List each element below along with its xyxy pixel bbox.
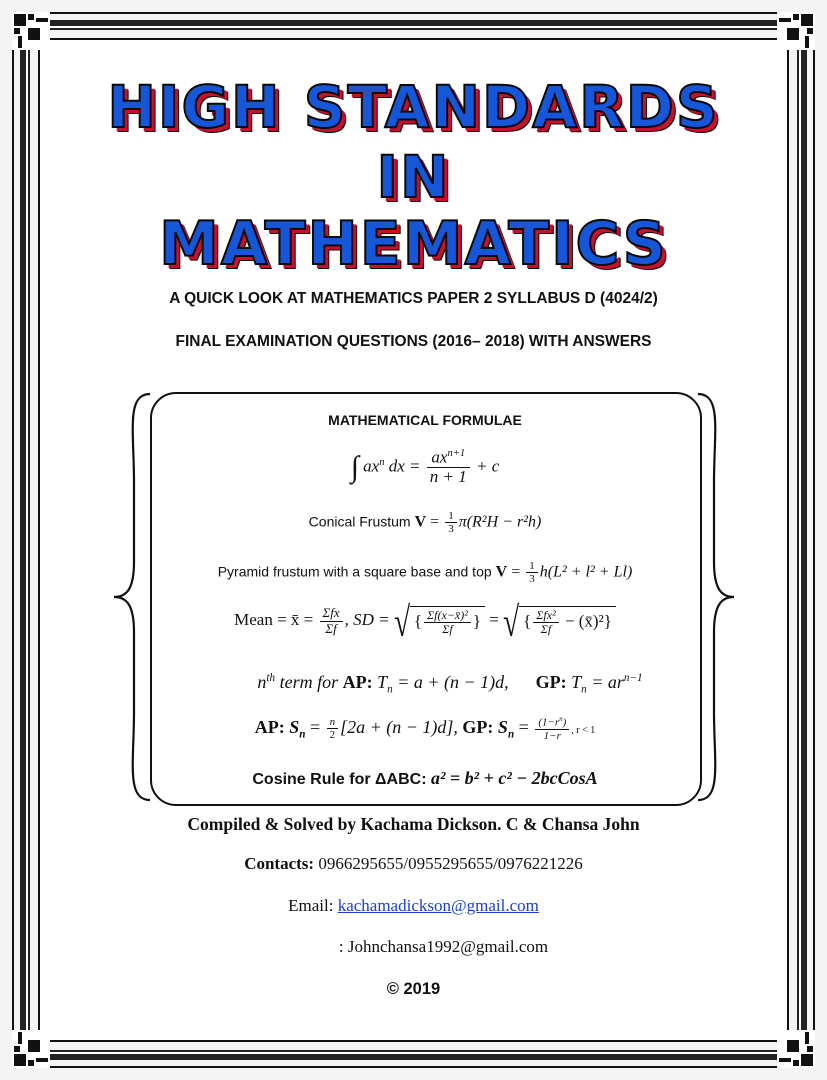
email-2: : Johnchansa1992@gmail.com (338, 937, 549, 956)
formulae-heading: MATHEMATICAL FORMULAE (328, 412, 522, 428)
nth-ap-eq: = a + (n − 1)d, (392, 672, 509, 692)
sd-sqrt-1: √ { $\frac{\text{Σf(x−x̄)²}}{\Sigma f}$ } (394, 606, 485, 636)
sum-gp-num: (1−r (538, 716, 560, 729)
sum-gp-den: 1−r (543, 729, 561, 742)
corner-ornament-icon (777, 12, 815, 50)
email-line (0, 896, 827, 916)
conical-v: V (414, 513, 427, 531)
email-label: Email: (288, 896, 338, 915)
conical-rhs: π(R²H − r²h) (458, 513, 542, 531)
corner-ornament-icon (12, 12, 50, 50)
sum-gp-fraction (535, 716, 569, 742)
mean-label: Mean = x̄ = (234, 610, 314, 630)
nth-pre-sup: th (266, 672, 276, 684)
pyramid-label: Pyramid frustum with a square base and top (217, 563, 492, 580)
cosine-rhs: a² = b² + c² − 2bcCosA (431, 768, 598, 788)
nth-term-formula (170, 672, 730, 696)
conical-den: 3 (448, 523, 454, 536)
integral-num: ax (431, 447, 448, 467)
nth-gp-sub: n (581, 683, 587, 696)
integral-formula (150, 448, 700, 487)
sum-ap-sub: n (299, 728, 306, 741)
mean-den: Σf (325, 620, 337, 636)
nth-pre: n (257, 672, 267, 692)
pyramid-den: 3 (529, 573, 535, 586)
title-line-1: HIGH STANDARDS (107, 73, 720, 141)
sum-ap-num: n (327, 716, 339, 729)
integral-fraction (427, 448, 470, 487)
sum-gp: GP: (462, 717, 494, 738)
title-line-2: IN (376, 143, 451, 211)
pyramid-eq: = (507, 563, 521, 581)
contacts-label: Contacts: (244, 854, 315, 873)
contacts (0, 854, 827, 874)
subtitle-syllabus: A QUICK LOOK AT MATHEMATICS PAPER 2 SYLLABUS D (4024/2) (169, 290, 658, 307)
nth-gp: GP: (535, 672, 567, 692)
pyramid-rhs: h(L² + l² + Ll) (539, 563, 633, 581)
nth-gp-t: T (571, 672, 582, 692)
sum-ap-den: 2 (329, 729, 336, 742)
integral-sign-icon: ∫ (350, 450, 359, 484)
integral-dx: dx = (388, 456, 421, 476)
mean-fraction (320, 606, 343, 636)
contacts-value: 0966295655/0955295655/0976221226 (314, 854, 583, 873)
mean-sd-formula (150, 600, 700, 646)
integral-tail: + c (476, 456, 500, 476)
radical-sign-icon: √ (503, 600, 520, 646)
pyramid-v: V (495, 563, 508, 581)
pyramid-fraction (526, 560, 538, 585)
nth-ap: AP: (342, 672, 373, 692)
nth-gp-exp: n−1 (623, 672, 643, 684)
radical-sign-icon: √ (393, 600, 411, 646)
integral-num-exp: n+1 (447, 448, 466, 459)
right-curly-brace-icon (696, 392, 736, 802)
corner-ornament-icon (777, 1030, 815, 1068)
integral-lhs: ax (363, 456, 380, 476)
sd-label: , SD = (344, 610, 390, 630)
sum-ap-rhs: [2a + (n − 1)d], (340, 717, 458, 738)
sum-gp-cond: , r < 1 (571, 725, 596, 737)
sum-gp-num-close: ) (562, 716, 567, 729)
conical-label: Conical Frustum (308, 513, 411, 530)
sum-ap-s: S (289, 717, 300, 738)
integral-lhs-exp: n (379, 456, 385, 468)
nth-text: term for (275, 672, 343, 692)
conical-frustum-formula (150, 510, 700, 535)
sum-gp-s: S (497, 717, 508, 738)
sd-den: Σf (442, 622, 453, 637)
sd-tail: − (x̄)² (564, 611, 604, 631)
compiled-by: Compiled & Solved by Kachama Dickson. C & Chansa John (187, 814, 640, 834)
sum-gp-num-exp: n (559, 716, 563, 723)
corner-ornament-icon (12, 1030, 50, 1068)
email-line-2 (0, 937, 827, 957)
copyright: © 2019 (386, 980, 441, 998)
conical-eq: = (426, 513, 440, 531)
nth-ap-sub: n (387, 683, 393, 696)
conical-num: 1 (445, 510, 457, 523)
pyramid-num: 1 (526, 560, 538, 573)
left-curly-brace-icon (112, 392, 152, 802)
sum-formulae (150, 716, 700, 742)
sd-eq: = (489, 610, 499, 630)
sum-ap-fraction (327, 716, 339, 741)
mean-num: Σfx (320, 606, 343, 621)
title-line-3: MATHEMATICS (159, 209, 668, 279)
sd-den-2: Σf (540, 622, 552, 637)
cosine-label: Cosine Rule for ΔABC: (252, 771, 427, 788)
sd-sqrt-2: √ { $\frac{\text{Σfx²}}{\Sigma f}$ − (x̄)²} (503, 606, 616, 636)
sum-gp-sub: n (507, 728, 515, 741)
subtitle-exam-years: FINAL EXAMINATION QUESTIONS (2016– 2018) WITH ANSWERS (175, 333, 652, 350)
sum-ap-eq: = (305, 717, 321, 738)
pyramid-frustum-formula (150, 560, 700, 585)
sd-num: Σf(x−x̄)² (424, 609, 471, 623)
sd-num-2: Σfx² (533, 609, 558, 623)
email-link-1[interactable]: kachamadickson@gmail.com (337, 896, 539, 915)
nth-ap-t: T (377, 672, 388, 692)
cosine-rule-formula (150, 768, 700, 789)
sum-gp-eq: = (514, 717, 529, 738)
sum-ap: AP: (254, 717, 285, 738)
conical-fraction (445, 510, 457, 535)
nth-gp-eq: = ar (586, 672, 624, 692)
integral-den: n + 1 (429, 467, 467, 487)
